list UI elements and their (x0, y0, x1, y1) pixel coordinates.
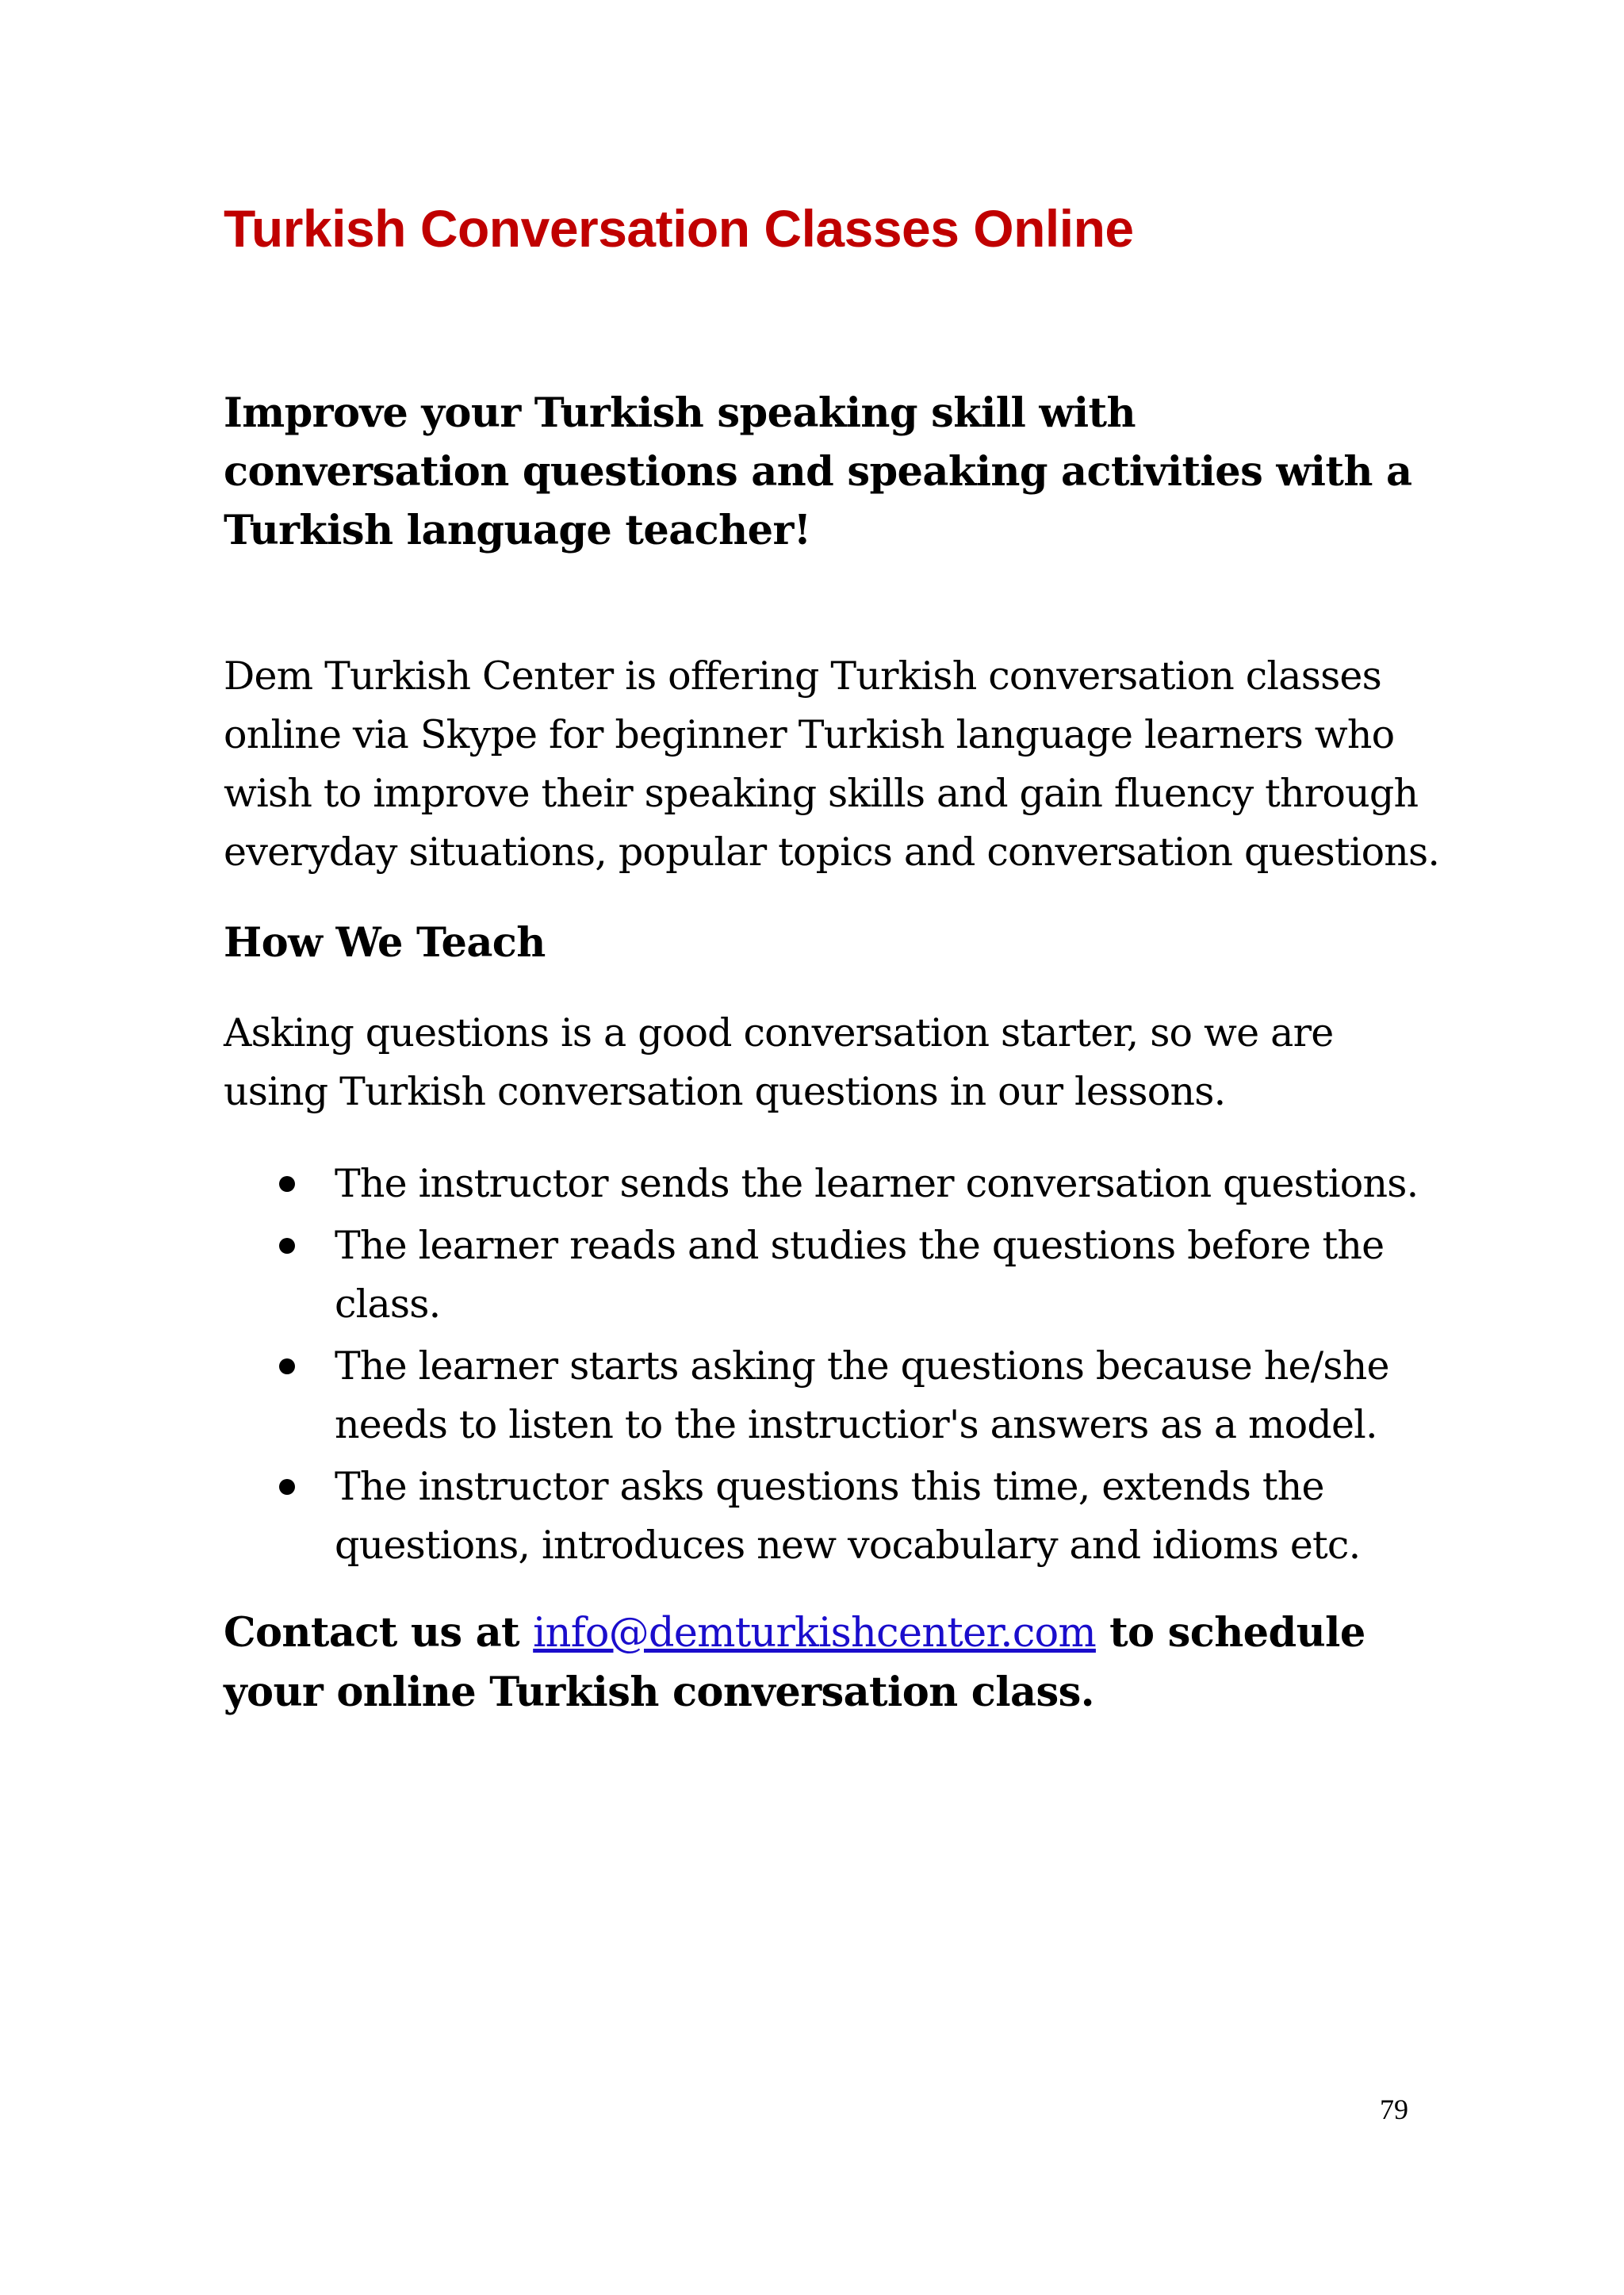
page-title: Turkish Conversation Classes Online (224, 199, 1134, 258)
list-item-text: The learner starts asking the questions because he/she needs to listen to the instructior's answers as a model. (335, 1343, 1389, 1447)
how-we-teach-paragraph: Asking questions is a good conversation starter, so we are using Turkish conversation questions in our lessons. (224, 1010, 1334, 1114)
list-item (224, 1155, 1445, 1213)
list-item-text: The instructor sends the learner conversation questions. (335, 1161, 1419, 1206)
list-item (224, 1458, 1445, 1575)
bullet-icon (279, 1479, 295, 1495)
bullet-icon (279, 1176, 295, 1192)
bullet-icon (279, 1358, 295, 1374)
contact-paragraph (224, 1603, 1445, 1722)
teaching-steps-list (224, 1155, 1445, 1578)
intro-paragraph: Dem Turkish Center is offering Turkish conversation classes online via Skype for beginner Turkish language learners who wish to improve their speaking skills and gain fluency through everyday situations, popular topics and conversation questions. (224, 653, 1440, 875)
list-item (224, 1337, 1445, 1454)
contact-prefix: Contact us at (224, 1609, 534, 1657)
section-heading-how-we-teach: How We Teach (224, 919, 546, 967)
subtitle: Improve your Turkish speaking skill with conversation questions and speaking activities with a Turkish language teacher! (224, 389, 1412, 554)
list-item (224, 1216, 1445, 1334)
email-link[interactable]: info@demturkishcenter.com (533, 1610, 1096, 1657)
list-item-text: The learner reads and studies the questions before the class. (335, 1223, 1385, 1327)
page-number: 79 (1380, 2094, 1408, 2125)
contact-suffix: to schedule your online Turkish conversation class. (224, 1609, 1365, 1716)
bullet-icon (279, 1238, 295, 1254)
list-item-text: The instructor asks questions this time, extends the questions, introduces new vocabulary and idioms etc. (335, 1464, 1361, 1568)
